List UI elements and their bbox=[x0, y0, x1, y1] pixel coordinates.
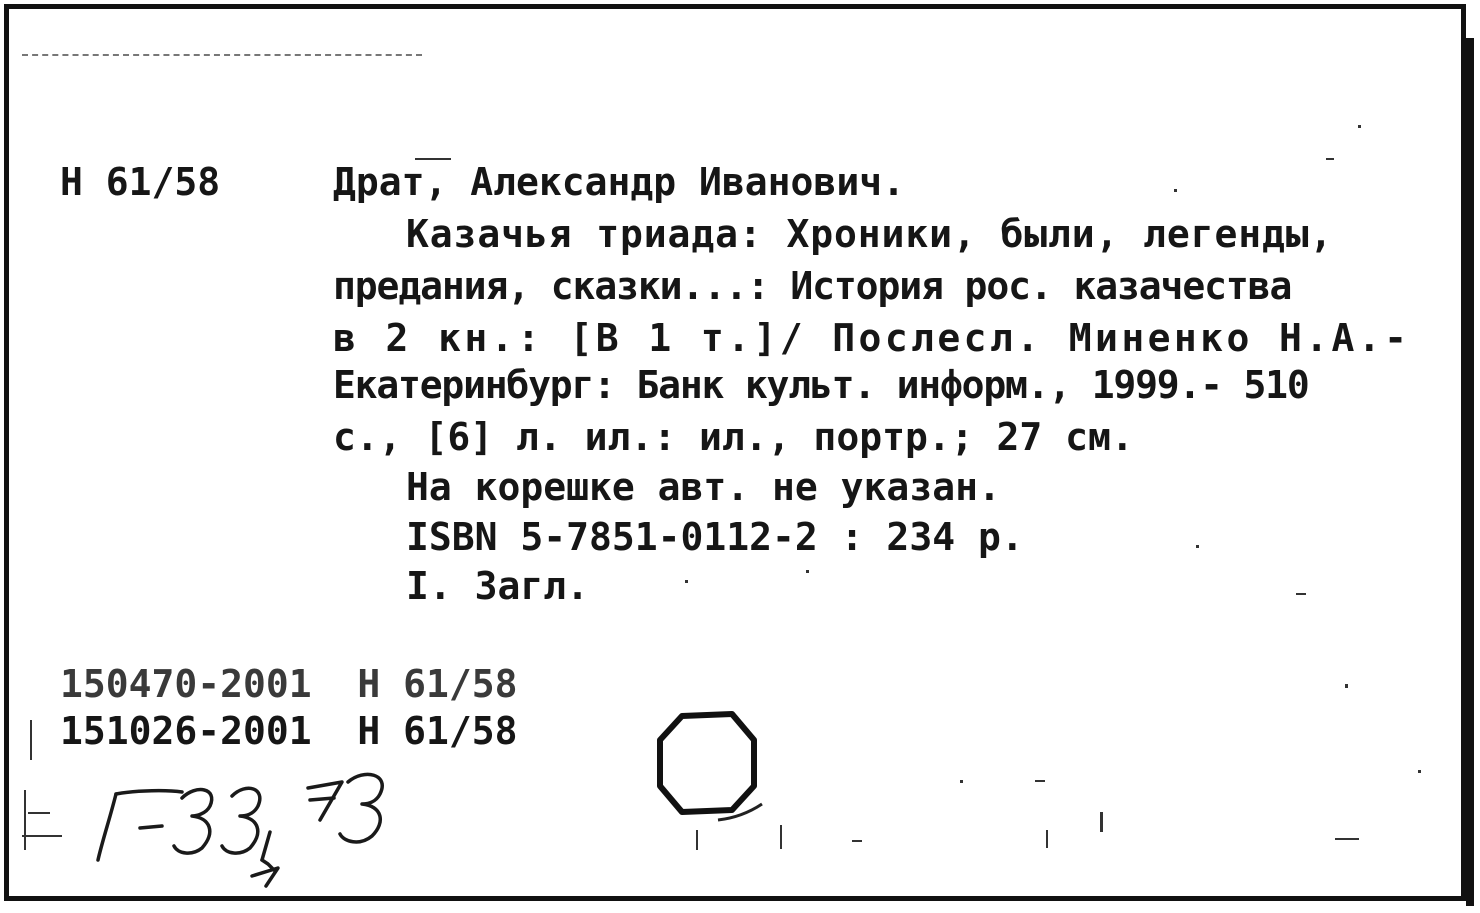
author-heading: Драт, Александр Иванович. bbox=[333, 160, 905, 204]
note-line: На корешке авт. не указан. bbox=[406, 465, 1001, 509]
isbn-line: ISBN 5-7851-0112-2 : 234 р. bbox=[406, 515, 1024, 559]
tracing-line: I. Загл. bbox=[406, 564, 590, 608]
inventory-line-2: 151026-2001 Н 61/58 bbox=[60, 709, 518, 753]
shelfmark: Н 61/58 bbox=[60, 160, 221, 204]
description-line-3: в 2 кн.: [В 1 т.]/ Послесл. Миненко Н.А.- bbox=[333, 316, 1411, 360]
inventory-line-1: 150470-2001 Н 61/58 bbox=[60, 662, 518, 706]
description-line-1: Казачья триада: Хроники, были, легенды, bbox=[406, 212, 1334, 256]
description-line-5: с., [6] л. ил.: ил., портр.; 27 см. bbox=[333, 415, 1134, 459]
description-line-4: Екатеринбург: Банк культ. информ., 1999.- 510 bbox=[333, 363, 1309, 407]
description-line-2: предания, сказки...: История рос. казачества bbox=[333, 264, 1292, 308]
